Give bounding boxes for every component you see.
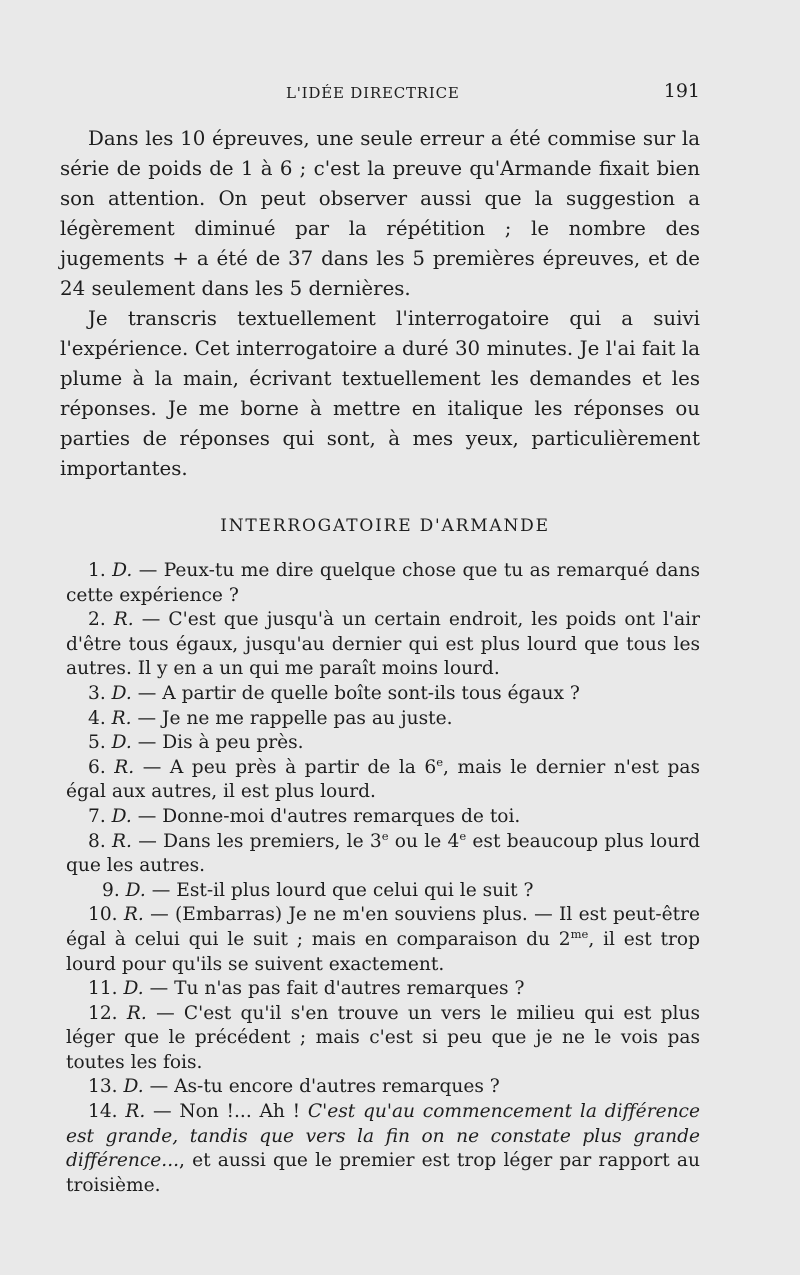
running-header (60, 80, 700, 108)
section-title: INTERROGATOIRE D'ARMANDE (220, 516, 550, 536)
dialogue-line: 8. R. — Dans les premiers, le 3e ou le 4e est beaucoup plus lourd que les autres. (66, 828, 700, 877)
interrogation-dialogue (66, 559, 700, 1198)
dialogue-line: 1. D. — Peux-tu me dire quelque chose que tu as remarqué dans cette expérience ? (66, 560, 701, 606)
paragraph: Je transcris textuellement l'interrogatoire qui a suivi l'expérience. Cet interrogatoire a duré 30 minutes. Je l'ai fait la plume à la main, écrivant textuellement les demandes et les réponses. Je me borne à mettre en italique les réponses ou parties de réponses qui sont, à mes yeux, particulièrement importantes. (60, 307, 700, 480)
body-text (60, 124, 700, 484)
running-title: L'IDÉE DIRECTRICE (286, 84, 460, 102)
dialogue-line: 6. R. — A peu près à partir de la 6e, mais le dernier n'est pas égal aux autres, il est plus lourd. (66, 754, 700, 803)
dialogue-line: 7. D. — Donne-moi d'autres remarques de toi. (88, 805, 521, 827)
dialogue-line: 2. R. — C'est que jusqu'à un certain endroit, les poids ont l'air d'être tous égaux, jusqu'au dernier qui est plus lourd que tous les autres. Il y en a un qui me paraît moins lourd. (66, 609, 700, 680)
dialogue-line: 11. D. — Tu n'as pas fait d'autres remarques ? (88, 978, 525, 1000)
paragraph: Dans les 10 épreuves, une seule erreur a été commise sur la série de poids de 1 à 6 ; c'est la preuve qu'Armande fixait bien son attention. On peut observer aussi que la suggestion a légèrement diminué par la répétition ; le nombre des jugements + a été de 37 dans les 5 premières épreuves, et de 24 seulement dans les 5 dernières. (60, 127, 700, 300)
page-number: 191 (663, 80, 700, 102)
dialogue-line: 5. D. — Dis à peu près. (88, 732, 304, 754)
dialogue-line: 14. R. — Non !... Ah ! C'est qu'au commencement la différence est grande, tandis que vers la fin on ne constate plus grande différence..., et aussi que le premier est trop léger par rapport au troisième. (66, 1101, 700, 1196)
dialogue-line: 3. D. — A partir de quelle boîte sont-ils tous égaux ? (88, 682, 580, 704)
dialogue-line: 9. D. — Est-il plus lourd que celui qui le suit ? (102, 879, 534, 901)
dialogue-line: 13. D. — As-tu encore d'autres remarques ? (88, 1076, 500, 1098)
dialogue-line: 4. R. — Je ne me rappelle pas au juste. (88, 707, 453, 729)
dialogue-line: 12. R. — C'est qu'il s'en trouve un vers le milieu qui est plus léger que le précédent ; mais c'est si peu que je ne le vois pas toutes les fois. (66, 1002, 701, 1073)
dialogue-line: 10. R. — (Embarras) Je ne m'en souviens plus. — Il est peut-être égal à celui qui le suit ; mais en comparaison du $2^{me}$, il est trop lourd pour qu'ils se suivent exactement. (66, 904, 700, 975)
